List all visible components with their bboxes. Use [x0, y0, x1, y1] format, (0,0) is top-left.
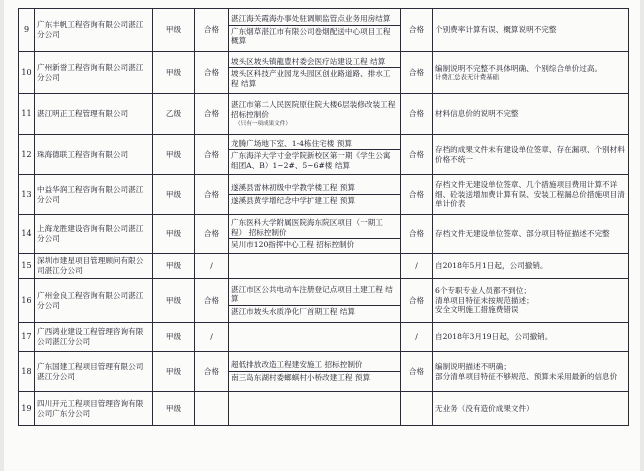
project-item	[229, 371, 400, 384]
qualification-grade: 甲级	[153, 254, 195, 279]
remarks-cell	[433, 94, 629, 135]
projects-cell	[229, 215, 401, 254]
project-item	[229, 67, 400, 89]
conclusion: 合格	[401, 9, 433, 52]
project-item	[229, 182, 400, 194]
conclusion: 合格	[401, 352, 433, 392]
remarks-cell	[433, 254, 629, 279]
remark-line: 材料信息价的说明不完整	[435, 109, 519, 119]
project-text: 龙腾广场地下室、1-4栋住宅楼 预算	[231, 138, 352, 148]
inspection-results-table	[18, 8, 629, 426]
qualification-grade: 甲级	[153, 352, 195, 392]
company-name: 湛江明正工程管理有限公司	[35, 94, 153, 135]
conclusion: 合格	[401, 94, 433, 135]
row-number: 17	[19, 323, 35, 352]
qualification-grade: 甲级	[153, 135, 195, 175]
project-text: 南三岛东湖村委螂蜞村小桥改建工程 预算	[231, 373, 371, 382]
project-item	[229, 265, 400, 267]
table-row	[19, 392, 629, 426]
table-row	[19, 215, 629, 254]
remarks-cell	[433, 215, 629, 254]
inspection-result: 合格	[195, 135, 229, 175]
project-text: 遂溪县雷林初级中学教学楼工程 预算	[231, 183, 355, 193]
table-row	[19, 323, 629, 352]
inspection-result: 合格	[195, 175, 229, 215]
remark-line: 部分清单项目特征不够规范、预算未采用最新的信息价	[435, 371, 618, 381]
project-note: （只有一项成果文件）	[235, 120, 291, 127]
row-number: 19	[19, 392, 35, 426]
table-row	[19, 94, 629, 135]
qualification-grade: 甲级	[153, 9, 195, 52]
project-item	[229, 284, 400, 305]
qualification-grade: 甲级	[153, 175, 195, 215]
conclusion: /	[401, 254, 433, 279]
projects-cell	[229, 94, 401, 135]
remark-line: 自2018年3月19日起，公司撤销。	[435, 332, 553, 342]
project-item	[229, 13, 400, 25]
projects-cell	[229, 392, 401, 426]
project-item	[229, 99, 400, 120]
inspection-result: 合格	[195, 9, 229, 52]
projects-cell	[229, 135, 401, 175]
table-row	[19, 254, 629, 279]
project-text: 坡头区坡头镇龍豊村委会医疗站建设工程 结算	[231, 56, 386, 66]
inspection-result: 合格	[195, 352, 229, 392]
conclusion: /	[401, 323, 433, 352]
project-text: 湛江海关霞海办事处驻调顺监管点业务用房结算	[231, 14, 391, 24]
remarks-cell	[433, 392, 629, 426]
remark-line: 存档文件无建设单位签章、部分项目特征描述不完整	[435, 229, 610, 239]
remarks-cell	[433, 135, 629, 175]
project-item	[229, 217, 400, 238]
company-name: 上海龙胜建设咨询有限公司湛江分公司	[35, 215, 153, 254]
remark-line: 个别费率计算有误、概算说明不完整	[435, 25, 557, 35]
conclusion: 合格	[401, 279, 433, 323]
projects-cell	[229, 323, 401, 352]
remarks-cell	[433, 352, 629, 392]
conclusion: 合格	[401, 215, 433, 254]
company-name: 广东国建工程项目管理有限公司湛江分公司	[35, 352, 153, 392]
row-number: 13	[19, 175, 35, 215]
conclusion: 合格	[401, 135, 433, 175]
remarks-cell	[433, 52, 629, 94]
company-name: 广州新誉工程咨询有限公司湛江分公司	[35, 52, 153, 94]
remark-line: 存档的成果文件未有建设单位签章、存在漏项、个别材料价格不统一	[435, 144, 625, 164]
remark-line: 6个专职专业人员都不到位；	[435, 286, 531, 296]
company-name: 四川开元工程项目管理咨询有限公司广东分公司	[35, 392, 153, 426]
remarks-cell	[433, 175, 629, 215]
conclusion	[401, 392, 433, 426]
qualification-grade: 乙级	[153, 94, 195, 135]
table-row	[19, 9, 629, 52]
project-item	[229, 149, 400, 171]
remark-line: 无业务（没有造价成果文件）	[435, 403, 534, 413]
company-name: 广东丰帆工程咨询有限公司湛江分公司	[35, 9, 153, 52]
inspection-result	[195, 392, 229, 426]
projects-cell	[229, 352, 401, 392]
row-number: 10	[19, 52, 35, 94]
projects-cell	[229, 254, 401, 279]
table-row	[19, 52, 629, 94]
project-item	[229, 359, 400, 371]
project-text: 湛江市区公共电动车注册登记点项目土建工程 结算	[231, 284, 393, 304]
company-name: 广西鸿业建设工程管理咨询有限公司湛江分公司	[35, 323, 153, 352]
conclusion: 合格	[401, 175, 433, 215]
table-row	[19, 279, 629, 323]
qualification-grade: 甲级	[153, 279, 195, 323]
inspection-result: 合格	[195, 215, 229, 254]
remark-line: 存档文件无建设单位签章、几个措施项目费用计算不详细、砼装送增加费计算有误、安装工程漏总价措施项目清单计价表	[435, 180, 625, 209]
project-item	[229, 138, 400, 150]
qualification-grade: 甲级	[153, 392, 195, 426]
qualification-grade: 甲级	[153, 52, 195, 94]
remarks-cell	[433, 279, 629, 323]
table-row	[19, 135, 629, 175]
remark-line: 清单项目特征未按规范描述；	[435, 295, 534, 305]
project-text: 湛江市坡头水质净化厂首期工程 结算	[231, 306, 355, 316]
row-number: 12	[19, 135, 35, 175]
project-text: 湛江市第二人民医院原住院大楼6层装修改装工程 招标控制价	[231, 100, 396, 119]
company-name: 深圳市建星项目管理顾问有限公司湛江分公司	[35, 254, 153, 279]
table-row	[19, 352, 629, 392]
document-page	[4, 0, 640, 471]
remark-line: 安全文明施工措施费错误	[435, 305, 519, 315]
qualification-grade: 甲级	[153, 323, 195, 352]
projects-cell	[229, 52, 401, 94]
project-text: 超低排放改造工程建安施工 招标控制价	[231, 360, 363, 370]
inspection-result: 合格	[195, 52, 229, 94]
remark-line: 计费汇总表无计费基础	[435, 73, 499, 82]
conclusion: 合格	[401, 52, 433, 94]
qualification-grade: 甲级	[153, 215, 195, 254]
row-number: 16	[19, 279, 35, 323]
project-text: 广东医科大学附属医院海东院区项目（一期工程） 招标控制价	[231, 218, 383, 237]
company-name: 中益华润工程咨询有限公司湛江分公司	[35, 175, 153, 215]
remarks-cell	[433, 323, 629, 352]
remark-line: 自2018年5月1日起，公司撤销。	[435, 261, 548, 271]
remark-line: 编制说明不完整不具体明确、个别综合单价过高。	[435, 63, 603, 73]
row-number: 18	[19, 352, 35, 392]
project-item	[229, 238, 400, 251]
project-item	[229, 408, 400, 410]
remark-line: 编制说明描述不明确；	[435, 361, 511, 371]
projects-cell	[229, 9, 401, 52]
inspection-result: 合格	[195, 94, 229, 135]
project-item	[229, 56, 400, 68]
project-text: 广东烟草湛江市有限公司卷烟配送中心项目工程 概算	[231, 26, 391, 46]
company-name: 广州金良工程咨询有限公司湛江分公司	[35, 279, 153, 323]
project-item	[229, 305, 400, 318]
row-number: 15	[19, 254, 35, 279]
project-item	[229, 194, 400, 207]
projects-cell	[229, 175, 401, 215]
project-item	[229, 25, 400, 47]
table-row	[19, 175, 629, 215]
remarks-cell	[433, 9, 629, 52]
company-name: 珠海德联工程咨询有限公司	[35, 135, 153, 175]
row-number: 14	[19, 215, 35, 254]
project-text: 吴川市120指挥中心工程 招标控制价	[231, 240, 355, 250]
project-text: 遂溪县黄学增纪念中学扩建工程 预算	[231, 196, 355, 205]
inspection-result: /	[195, 323, 229, 352]
row-number: 11	[19, 94, 35, 135]
projects-cell	[229, 279, 401, 323]
project-text: 广东海洋大学寸金学院新校区第一期《学生公寓组团A、B）1~2#、5~6#楼 结算	[231, 151, 391, 170]
project-item	[229, 336, 400, 338]
inspection-result: /	[195, 254, 229, 279]
inspection-result: 合格	[195, 279, 229, 323]
project-text: 坡头区科技产业园龙头园区创业路道路、排水工程 结算	[231, 69, 391, 88]
row-number: 9	[19, 9, 35, 52]
